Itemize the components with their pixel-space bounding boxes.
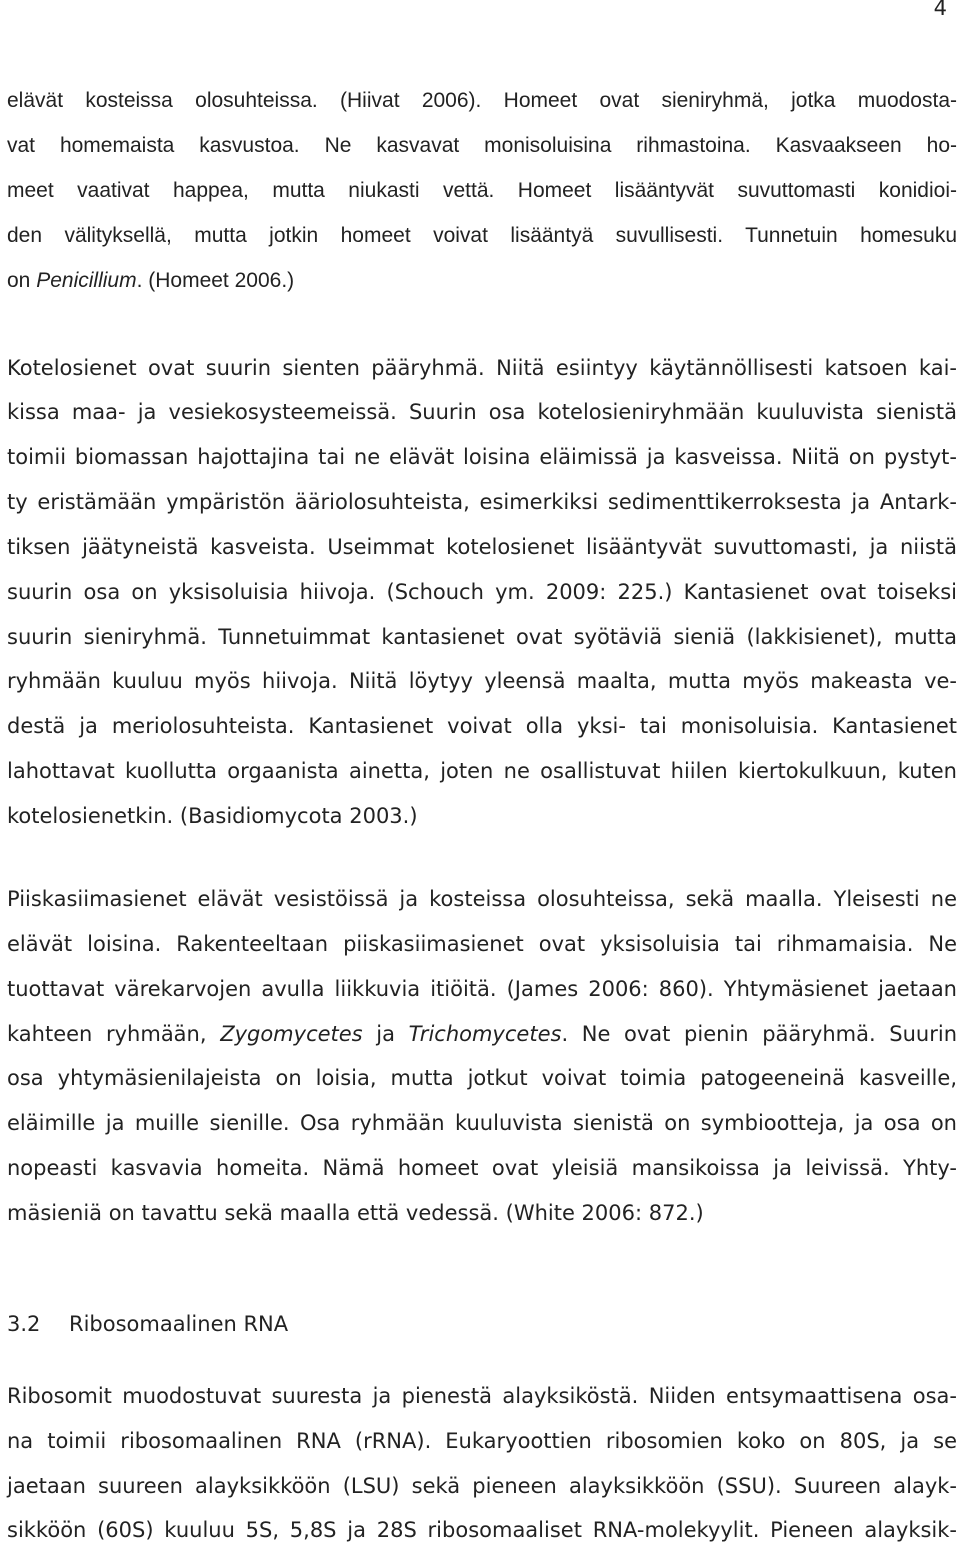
text-line: kotelosienetkin. (Basidiomycota 2003.) (7, 804, 418, 828)
text-line (7, 266, 294, 296)
text-span: kahteen ryhmään, (7, 1022, 221, 1046)
text-line: Piiskasiimasienet elävät vesistöissä ja kosteissa olosuhteissa, sekä maalla. Yleisesti ne (7, 887, 957, 911)
section-title: Ribosomaalinen RNA (69, 1312, 289, 1336)
text-line: osa yhtymäsienilajeista on loisia, mutta jotkut voivat toimia patogeeneinä kasveille, (7, 1066, 957, 1090)
page-number: 4 (933, 0, 947, 20)
text-line: den välityksellä, mutta jotkin homeet voivat lisääntyä suvullisesti. Tunnetuin homesuku (7, 224, 957, 247)
italic-genus-name: Penicillium (36, 269, 137, 292)
text-line: sikköön (60S) kuuluu 5S, 5,8S ja 28S ribosomaaliset RNA-molekyylit. Pieneen alayksik- (7, 1518, 957, 1542)
italic-taxon-name: Trichomycetes (408, 1022, 562, 1046)
text-line: ryhmään kuuluu myös hiivoja. Niitä löytyy yleensä maalta, mutta myös makeasta ve- (7, 669, 957, 693)
text-line: elävät loisina. Rakenteeltaan piiskasiimasienet ovat yksisoluisia tai rihmamaisia. Ne (7, 932, 957, 956)
text-line: kissa maa- ja vesiekosysteemeissä. Suurin osa kotelosieniryhmään kuuluvista sienistä (7, 400, 957, 424)
text-line: Ribosomit muodostuvat suuresta ja pienestä alayksiköstä. Niiden entsymaattisena osa- (7, 1384, 957, 1408)
text-line (7, 1019, 957, 1049)
text-span: . (Homeet 2006.) (136, 269, 295, 292)
text-line: toimii biomassan hajottajina tai ne elävät loisina eläimissä ja kasveissa. Niitä on pystyt- (7, 445, 957, 469)
text-line: suurin sieniryhmä. Tunnetuimmat kantasienet ovat syötäviä sieniä (lakkisienet), mutta (7, 625, 957, 649)
text-line: mäsieniä on tavattu sekä maalla että vedessä. (White 2006: 872.) (7, 1201, 704, 1225)
text-line: nopeasti kasvavia homeita. Nämä homeet ovat yleisiä mansikoissa ja leivissä. Yhty- (7, 1156, 957, 1180)
text-line: meet vaativat happea, mutta niukasti vettä. Homeet lisääntyvät suvuttomasti konidioi- (7, 179, 957, 202)
text-line: lahottavat kuollutta orgaanista ainetta, joten ne osallistuvat hiilen kiertokulkuun, kuten (7, 759, 957, 783)
text-line: tiksen jäätyneistä kasveista. Useimmat kotelosienet lisääntyvät suvuttomasti, ja niistä (7, 535, 957, 559)
italic-taxon-name: Zygomycetes (220, 1022, 363, 1046)
text-line: jaetaan suureen alayksikköön (LSU) sekä pieneen alayksikköön (SSU). Suureen alayk- (7, 1474, 957, 1498)
text-line: Kotelosienet ovat suurin sienten pääryhmä. Niitä esiintyy käytännöllisesti katsoen kai- (7, 356, 957, 380)
text-span: on (7, 269, 37, 292)
section-number: 3.2 (7, 1312, 41, 1336)
text-line: suurin osa on yksisoluisia hiivoja. (Schouch ym. 2009: 225.) Kantasienet ovat toiseksi (7, 580, 957, 604)
text-line: tuottavat värekarvojen avulla liikkuvia itiöitä. (James 2006: 860). Yhtymäsienet jaetaan (7, 977, 957, 1001)
text-span: ja (362, 1022, 409, 1046)
text-line: destä ja meriolosuhteista. Kantasienet voivat olla yksi- tai monisoluisia. Kantasienet (7, 714, 957, 738)
text-span: . Ne ovat pienin pääryhmä. Suurin (561, 1022, 958, 1046)
text-line: ty eristämään ympäristön ääriolosuhteista, esimerkiksi sedimenttikerroksesta ja Antark- (7, 490, 957, 514)
text-line: na toimii ribosomaalinen RNA (rRNA). Eukaryoottien ribosomien koko on 80S, ja se (7, 1429, 957, 1453)
text-line: vat homemaista kasvustoa. Ne kasvavat monisoluisina rihmastoina. Kasvaakseen ho- (7, 134, 957, 157)
section-heading (7, 1309, 288, 1339)
text-line: eläimille ja muille sienille. Osa ryhmään kuuluvista sienistä on symbiootteja, ja osa on (7, 1111, 957, 1135)
text-line: elävät kosteissa olosuhteissa. (Hiivat 2006). Homeet ovat sieniryhmä, jotka muodosta- (7, 89, 957, 112)
